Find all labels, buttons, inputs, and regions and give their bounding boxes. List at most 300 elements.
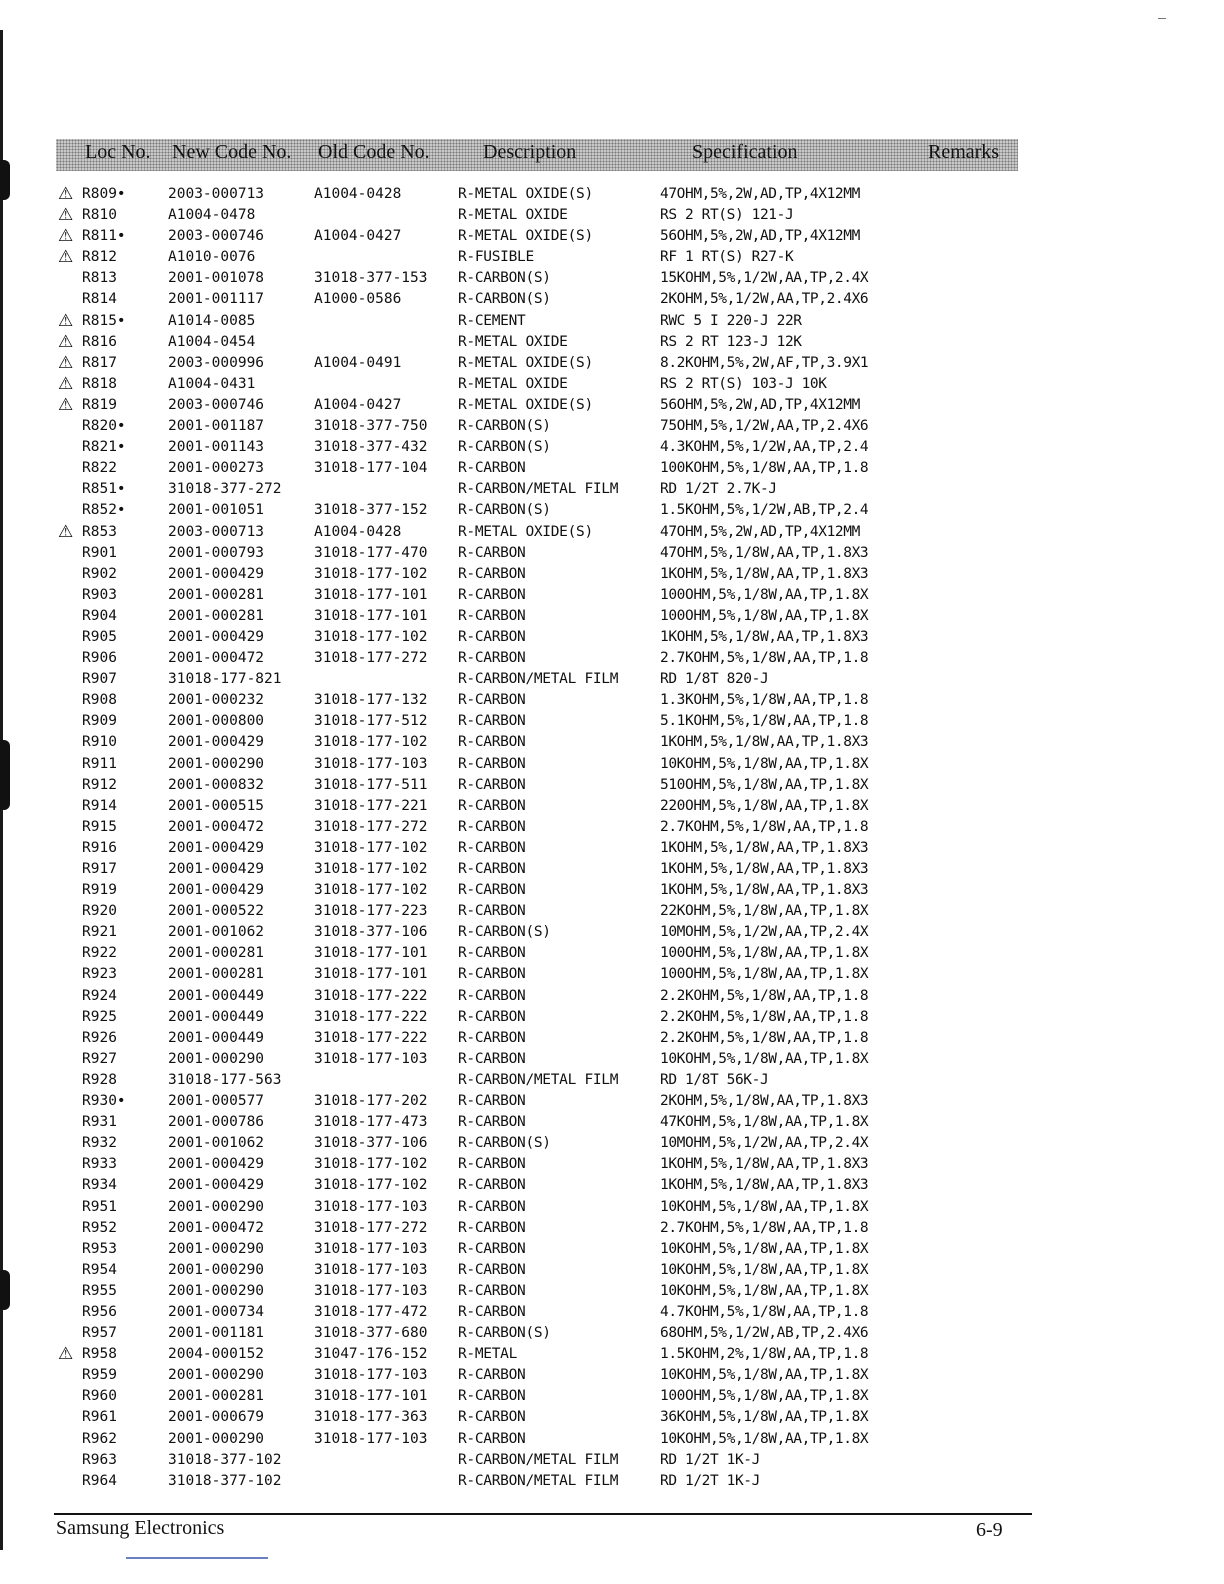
cell-new-code-no: 2003-000746 xyxy=(168,228,265,245)
cell-description: R-CARBON xyxy=(458,650,526,667)
cell-new-code-no: 2001-000429 xyxy=(168,628,265,645)
cell-new-code-no: 2001-001062 xyxy=(168,924,265,941)
cell-new-code-no: 2001-000429 xyxy=(168,1177,265,1194)
table-row xyxy=(0,627,1224,648)
cell-specification: 100OHM,5%,1/8W,AA,TP,1.8X xyxy=(660,1388,869,1405)
cell-description: R-CARBON xyxy=(458,1282,526,1299)
table-row xyxy=(0,353,1224,374)
cell-description: R-CARBON xyxy=(458,755,526,772)
table-row xyxy=(0,1007,1224,1028)
table-row xyxy=(0,1344,1224,1365)
cell-loc-no: R960 xyxy=(82,1388,117,1405)
cell-old-code-no: 31018-177-222 xyxy=(314,987,428,1004)
cell-specification: 220OHM,5%,1/8W,AA,TP,1.8X xyxy=(660,797,869,814)
cell-description: R-METAL OXIDE(S) xyxy=(458,354,593,371)
cell-old-code-no: 31018-177-202 xyxy=(314,1093,428,1110)
cell-loc-no: R820• xyxy=(82,418,126,435)
cell-description: R-CARBON xyxy=(458,1409,526,1426)
cell-new-code-no: 2001-001078 xyxy=(168,270,265,287)
cell-specification: 1KOHM,5%,1/8W,AA,TP,1.8X3 xyxy=(660,1177,869,1194)
cell-description: R-CARBON xyxy=(458,776,526,793)
cell-loc-no: R933 xyxy=(82,1156,117,1173)
safety-warning-icon: ⚠ xyxy=(58,226,74,247)
table-row xyxy=(0,943,1224,964)
cell-loc-no: R926 xyxy=(82,1029,117,1046)
cell-specification: 2KOHM,5%,1/2W,AA,TP,2.4X6 xyxy=(660,291,869,308)
cell-specification: 10KOHM,5%,1/8W,AA,TP,1.8X xyxy=(660,755,869,772)
cell-description: R-METAL OXIDE(S) xyxy=(458,523,593,540)
cell-loc-no: R811• xyxy=(82,228,126,245)
cell-loc-no: R955 xyxy=(82,1282,117,1299)
cell-loc-no: R932 xyxy=(82,1135,117,1152)
cell-description: R-CARBON(S) xyxy=(458,270,551,287)
table-row xyxy=(0,901,1224,922)
cell-specification: 1KOHM,5%,1/8W,AA,TP,1.8X3 xyxy=(660,734,869,751)
cell-loc-no: R819 xyxy=(82,396,117,413)
cell-specification: 8.2KOHM,5%,2W,AF,TP,3.9X1 xyxy=(660,354,869,371)
safety-warning-icon: ⚠ xyxy=(58,205,74,226)
cell-new-code-no: 2001-000290 xyxy=(168,1240,265,1257)
cell-loc-no: R909 xyxy=(82,713,117,730)
cell-specification: RD 1/8T 820-J xyxy=(660,671,769,688)
table-row xyxy=(0,922,1224,943)
footer-link-underline xyxy=(126,1557,268,1559)
cell-new-code-no: 2003-000713 xyxy=(168,523,265,540)
cell-loc-no: R813 xyxy=(82,270,117,287)
cell-description: R-CARBON/METAL FILM xyxy=(458,1071,619,1088)
cell-description: R-METAL OXIDE(S) xyxy=(458,228,593,245)
table-row xyxy=(0,500,1224,521)
table-row xyxy=(0,268,1224,289)
cell-specification: 2KOHM,5%,1/8W,AA,TP,1.8X3 xyxy=(660,1093,869,1110)
cell-old-code-no: 31018-177-103 xyxy=(314,755,428,772)
cell-loc-no: R818 xyxy=(82,375,117,392)
cell-old-code-no: 31018-177-272 xyxy=(314,650,428,667)
cell-specification: 10KOHM,5%,1/8W,AA,TP,1.8X xyxy=(660,1050,869,1067)
cell-specification: 1KOHM,5%,1/8W,AA,TP,1.8X3 xyxy=(660,1156,869,1173)
safety-warning-icon: ⚠ xyxy=(58,331,74,352)
cell-old-code-no: 31018-177-102 xyxy=(314,628,428,645)
cell-specification: 1KOHM,5%,1/8W,AA,TP,1.8X3 xyxy=(660,839,869,856)
cell-specification: 10MOHM,5%,1/2W,AA,TP,2.4X xyxy=(660,924,869,941)
cell-loc-no: R925 xyxy=(82,1008,117,1025)
cell-specification: 75OHM,5%,1/2W,AA,TP,2.4X6 xyxy=(660,418,869,435)
cell-specification: 2.7KOHM,5%,1/8W,AA,TP,1.8 xyxy=(660,818,869,835)
table-row xyxy=(0,247,1224,268)
cell-loc-no: R962 xyxy=(82,1430,117,1447)
cell-loc-no: R952 xyxy=(82,1219,117,1236)
cell-old-code-no: 31018-177-103 xyxy=(314,1050,428,1067)
cell-old-code-no: 31018-177-103 xyxy=(314,1261,428,1278)
cell-loc-no: R904 xyxy=(82,607,117,624)
table-row xyxy=(0,690,1224,711)
cell-old-code-no: A1004-0427 xyxy=(314,228,402,245)
cell-new-code-no: A1004-0478 xyxy=(168,207,256,224)
cell-new-code-no: 31018-177-563 xyxy=(168,1071,282,1088)
cell-new-code-no: A1014-0085 xyxy=(168,312,256,329)
cell-description: R-METAL OXIDE(S) xyxy=(458,186,593,202)
cell-description: R-FUSIBLE xyxy=(458,249,534,266)
scan-mark xyxy=(1158,18,1166,19)
table-row xyxy=(0,1112,1224,1133)
cell-specification: 56OHM,5%,2W,AD,TP,4X12MM xyxy=(660,396,860,413)
cell-description: R-CARBON xyxy=(458,1430,526,1447)
cell-description: R-CARBON xyxy=(458,861,526,877)
table-row xyxy=(0,395,1224,416)
cell-specification: RS 2 RT(S) 121-J xyxy=(660,207,794,224)
cell-specification: 2.2KOHM,5%,1/8W,AA,TP,1.8 xyxy=(660,1008,869,1025)
cell-new-code-no: 2001-001051 xyxy=(168,502,265,519)
cell-loc-no: R906 xyxy=(82,650,117,667)
cell-description: R-CARBON xyxy=(458,1219,526,1236)
header-loc-no: Loc No. xyxy=(85,141,151,163)
cell-description: R-METAL OXIDE(S) xyxy=(458,396,593,413)
cell-new-code-no: 2001-000290 xyxy=(168,1430,265,1447)
header-description: Description xyxy=(483,141,577,163)
cell-loc-no: R956 xyxy=(82,1303,117,1320)
cell-loc-no: R852• xyxy=(82,502,126,519)
table-row xyxy=(0,564,1224,585)
cell-loc-no: R930• xyxy=(82,1093,126,1110)
cell-specification: 2.2KOHM,5%,1/8W,AA,TP,1.8 xyxy=(660,1029,869,1046)
cell-specification: 1KOHM,5%,1/8W,AA,TP,1.8X3 xyxy=(660,861,869,877)
cell-old-code-no: A1004-0427 xyxy=(314,396,402,413)
cell-specification: 10KOHM,5%,1/8W,AA,TP,1.8X xyxy=(660,1240,869,1257)
table-row xyxy=(0,1429,1224,1450)
cell-new-code-no: 2001-001181 xyxy=(168,1325,265,1342)
cell-old-code-no: 31018-177-132 xyxy=(314,692,428,709)
cell-old-code-no: 31018-177-101 xyxy=(314,1388,428,1405)
cell-description: R-CARBON xyxy=(458,628,526,645)
cell-description: R-CARBON xyxy=(458,1114,526,1131)
cell-new-code-no: 2003-000713 xyxy=(168,186,265,202)
cell-new-code-no: 2001-000281 xyxy=(168,945,265,962)
table-row xyxy=(0,732,1224,753)
footer-rule xyxy=(54,1513,1032,1515)
cell-specification: RF 1 RT(S) R27-K xyxy=(660,249,794,266)
table-row xyxy=(0,1028,1224,1049)
cell-loc-no: R853 xyxy=(82,523,117,540)
cell-old-code-no: 31018-177-221 xyxy=(314,797,428,814)
cell-new-code-no: 2001-000290 xyxy=(168,755,265,772)
cell-loc-no: R959 xyxy=(82,1367,117,1384)
cell-new-code-no: A1010-0076 xyxy=(168,249,256,266)
table-row xyxy=(0,1323,1224,1344)
cell-old-code-no: 31018-177-102 xyxy=(314,1156,428,1173)
cell-old-code-no: 31018-177-101 xyxy=(314,945,428,962)
cell-new-code-no: 2001-001117 xyxy=(168,291,265,308)
cell-specification: 68OHM,5%,1/2W,AB,TP,2.4X6 xyxy=(660,1325,869,1342)
cell-specification: 10KOHM,5%,1/8W,AA,TP,1.8X xyxy=(660,1198,869,1215)
table-row xyxy=(0,458,1224,479)
cell-new-code-no: 2001-000522 xyxy=(168,903,265,920)
safety-warning-icon: ⚠ xyxy=(58,352,74,373)
cell-specification: 1.5KOHM,5%,1/2W,AB,TP,2.4 xyxy=(660,502,869,519)
footer-company: Samsung Electronics xyxy=(56,1517,225,1539)
cell-description: R-CARBON xyxy=(458,945,526,962)
cell-description: R-CARBON xyxy=(458,1367,526,1384)
cell-new-code-no: 2001-000577 xyxy=(168,1093,265,1110)
cell-specification: 10MOHM,5%,1/2W,AA,TP,2.4X xyxy=(660,1135,869,1152)
cell-description: R-CARBON/METAL FILM xyxy=(458,1451,619,1468)
cell-new-code-no: 2001-001062 xyxy=(168,1135,265,1152)
cell-old-code-no: 31018-177-472 xyxy=(314,1303,428,1320)
cell-old-code-no: 31018-177-101 xyxy=(314,607,428,624)
cell-new-code-no: 2001-000429 xyxy=(168,1156,265,1173)
cell-description: R-CARBON xyxy=(458,1261,526,1278)
cell-specification: 2.7KOHM,5%,1/8W,AA,TP,1.8 xyxy=(660,1219,869,1236)
table-row xyxy=(0,1091,1224,1112)
cell-loc-no: R931 xyxy=(82,1114,117,1131)
cell-loc-no: R919 xyxy=(82,882,117,899)
cell-old-code-no: 31018-177-511 xyxy=(314,776,428,793)
cell-old-code-no: 31018-177-363 xyxy=(314,1409,428,1426)
cell-description: R-CARBON xyxy=(458,607,526,624)
cell-description: R-CARBON/METAL FILM xyxy=(458,481,619,498)
cell-old-code-no: 31018-177-103 xyxy=(314,1282,428,1299)
table-row xyxy=(0,964,1224,985)
cell-old-code-no: 31018-177-102 xyxy=(314,861,428,877)
cell-specification: 100OHM,5%,1/8W,AA,TP,1.8X xyxy=(660,607,869,624)
cell-loc-no: R907 xyxy=(82,671,117,688)
cell-new-code-no: 2001-000472 xyxy=(168,818,265,835)
table-row xyxy=(0,374,1224,395)
cell-new-code-no: A1004-0431 xyxy=(168,375,256,392)
table-header xyxy=(56,139,1018,171)
cell-loc-no: R908 xyxy=(82,692,117,709)
cell-specification: 47KOHM,5%,1/8W,AA,TP,1.8X xyxy=(660,1114,869,1131)
cell-specification: 100OHM,5%,1/8W,AA,TP,1.8X xyxy=(660,945,869,962)
cell-new-code-no: 2001-000679 xyxy=(168,1409,265,1426)
cell-description: R-CARBON xyxy=(458,1008,526,1025)
cell-specification: 2.2KOHM,5%,1/8W,AA,TP,1.8 xyxy=(660,987,869,1004)
table-row xyxy=(0,775,1224,796)
cell-description: R-METAL OXIDE xyxy=(458,333,568,350)
cell-old-code-no: A1004-0428 xyxy=(314,186,402,202)
cell-old-code-no: 31018-377-106 xyxy=(314,924,428,941)
table-row xyxy=(0,311,1224,332)
cell-specification: 22KOHM,5%,1/8W,AA,TP,1.8X xyxy=(660,903,869,920)
cell-description: R-CARBON xyxy=(458,1050,526,1067)
cell-new-code-no: 2001-000273 xyxy=(168,460,265,477)
table-row xyxy=(0,1175,1224,1196)
cell-new-code-no: 2001-000472 xyxy=(168,650,265,667)
cell-old-code-no: 31018-377-152 xyxy=(314,502,428,519)
cell-loc-no: R821• xyxy=(82,439,126,456)
cell-new-code-no: 2003-000746 xyxy=(168,396,265,413)
table-row xyxy=(0,416,1224,437)
safety-warning-icon: ⚠ xyxy=(58,184,74,204)
cell-description: R-CARBON(S) xyxy=(458,418,551,435)
safety-warning-icon: ⚠ xyxy=(58,1344,74,1365)
table-row xyxy=(0,606,1224,627)
cell-new-code-no: 2001-000429 xyxy=(168,882,265,899)
table-row xyxy=(0,838,1224,859)
cell-specification: 47OHM,5%,2W,AD,TP,4X12MM xyxy=(660,186,860,202)
cell-old-code-no: 31018-177-272 xyxy=(314,818,428,835)
cell-old-code-no: 31018-177-103 xyxy=(314,1240,428,1257)
cell-specification: 1KOHM,5%,1/8W,AA,TP,1.8X3 xyxy=(660,882,869,899)
cell-description: R-CARBON(S) xyxy=(458,502,551,519)
cell-loc-no: R924 xyxy=(82,987,117,1004)
cell-new-code-no: 31018-377-272 xyxy=(168,481,282,498)
cell-loc-no: R912 xyxy=(82,776,117,793)
table-row xyxy=(0,1450,1224,1471)
table-row xyxy=(0,226,1224,247)
cell-old-code-no: 31018-177-470 xyxy=(314,544,428,561)
cell-loc-no: R901 xyxy=(82,544,117,561)
cell-description: R-METAL OXIDE xyxy=(458,375,568,392)
cell-new-code-no: 2001-000800 xyxy=(168,713,265,730)
cell-old-code-no: A1004-0491 xyxy=(314,354,402,371)
cell-new-code-no: 2001-001187 xyxy=(168,418,265,435)
cell-specification: 1.5KOHM,2%,1/8W,AA,TP,1.8 xyxy=(660,1346,869,1363)
cell-description: R-CARBON xyxy=(458,1029,526,1046)
cell-new-code-no: 2001-000290 xyxy=(168,1198,265,1215)
cell-old-code-no: 31018-177-102 xyxy=(314,839,428,856)
cell-old-code-no: 31018-377-432 xyxy=(314,439,428,456)
cell-old-code-no: 31018-177-102 xyxy=(314,734,428,751)
cell-loc-no: R817 xyxy=(82,354,117,371)
cell-specification: 100OHM,5%,1/8W,AA,TP,1.8X xyxy=(660,966,869,983)
cell-specification: RS 2 RT 123-J 12K xyxy=(660,333,802,350)
cell-specification: RD 1/2T 2.7K-J xyxy=(660,481,777,498)
cell-loc-no: R903 xyxy=(82,586,117,603)
safety-warning-icon: ⚠ xyxy=(58,247,74,268)
cell-loc-no: R964 xyxy=(82,1472,117,1489)
cell-loc-no: R953 xyxy=(82,1240,117,1257)
cell-description: R-CARBON xyxy=(458,987,526,1004)
table-row xyxy=(0,437,1224,458)
table-row xyxy=(0,585,1224,606)
cell-description: R-CARBON xyxy=(458,1156,526,1173)
table-row xyxy=(0,669,1224,690)
cell-new-code-no: 2001-000449 xyxy=(168,1008,265,1025)
cell-new-code-no: 2001-000734 xyxy=(168,1303,265,1320)
cell-specification: 10KOHM,5%,1/8W,AA,TP,1.8X xyxy=(660,1430,869,1447)
cell-specification: 4.3KOHM,5%,1/2W,AA,TP,2.4 xyxy=(660,439,869,456)
cell-new-code-no: 2001-000281 xyxy=(168,966,265,983)
cell-loc-no: R958 xyxy=(82,1346,117,1363)
table-row xyxy=(0,332,1224,353)
table-row xyxy=(0,711,1224,732)
cell-loc-no: R851• xyxy=(82,481,126,498)
cell-description: R-CARBON xyxy=(458,903,526,920)
cell-specification: 47OHM,5%,1/8W,AA,TP,1.8X3 xyxy=(660,544,869,561)
cell-old-code-no: 31018-377-153 xyxy=(314,270,428,287)
cell-loc-no: R951 xyxy=(82,1198,117,1215)
cell-specification: 510OHM,5%,1/8W,AA,TP,1.8X xyxy=(660,776,869,793)
cell-description: R-CARBON/METAL FILM xyxy=(458,671,619,688)
cell-new-code-no: 2001-000232 xyxy=(168,692,265,709)
cell-new-code-no: 31018-377-102 xyxy=(168,1472,282,1489)
safety-warning-icon: ⚠ xyxy=(58,373,74,394)
cell-loc-no: R812 xyxy=(82,249,117,266)
cell-new-code-no: 2001-000290 xyxy=(168,1367,265,1384)
header-remarks: Remarks xyxy=(928,141,1000,163)
cell-new-code-no: 2001-000281 xyxy=(168,607,265,624)
table-row xyxy=(0,1049,1224,1070)
cell-description: R-CEMENT xyxy=(458,312,526,329)
cell-loc-no: R923 xyxy=(82,966,117,983)
table-row xyxy=(0,986,1224,1007)
cell-specification: 10KOHM,5%,1/8W,AA,TP,1.8X xyxy=(660,1261,869,1278)
cell-loc-no: R911 xyxy=(82,755,117,772)
cell-specification: RWC 5 I 220-J 22R xyxy=(660,312,802,329)
cell-loc-no: R920 xyxy=(82,903,117,920)
cell-description: R-CARBON xyxy=(458,1198,526,1215)
cell-old-code-no: 31018-177-102 xyxy=(314,882,428,899)
cell-new-code-no: 2001-000793 xyxy=(168,544,265,561)
cell-loc-no: R809• xyxy=(82,186,126,202)
cell-old-code-no: 31047-176-152 xyxy=(314,1346,428,1363)
cell-description: R-CARBON xyxy=(458,1303,526,1320)
cell-old-code-no: 31018-177-103 xyxy=(314,1367,428,1384)
table-row xyxy=(0,796,1224,817)
table-row xyxy=(0,1197,1224,1218)
cell-new-code-no: 2001-000449 xyxy=(168,1029,265,1046)
cell-old-code-no: 31018-177-473 xyxy=(314,1114,428,1131)
cell-specification: 2.7KOHM,5%,1/8W,AA,TP,1.8 xyxy=(660,650,869,667)
table-row xyxy=(0,1281,1224,1302)
cell-description: R-CARBON(S) xyxy=(458,924,551,941)
cell-new-code-no: 31018-177-821 xyxy=(168,671,282,688)
table-row xyxy=(0,1260,1224,1281)
cell-new-code-no: 2001-000515 xyxy=(168,797,265,814)
cell-description: R-CARBON xyxy=(458,692,526,709)
cell-new-code-no: 2001-000281 xyxy=(168,586,265,603)
cell-old-code-no: 31018-177-222 xyxy=(314,1008,428,1025)
cell-specification: 100OHM,5%,1/8W,AA,TP,1.8X xyxy=(660,586,869,603)
cell-old-code-no: 31018-177-104 xyxy=(314,460,428,477)
table-row xyxy=(0,817,1224,838)
cell-new-code-no: 2001-000449 xyxy=(168,987,265,1004)
cell-loc-no: R917 xyxy=(82,861,117,877)
cell-old-code-no: 31018-177-223 xyxy=(314,903,428,920)
cell-old-code-no: 31018-177-103 xyxy=(314,1198,428,1215)
cell-specification: RD 1/2T 1K-J xyxy=(660,1451,760,1468)
cell-new-code-no: 2001-000290 xyxy=(168,1050,265,1067)
table-row xyxy=(0,880,1224,901)
cell-old-code-no: 31018-177-272 xyxy=(314,1219,428,1236)
cell-new-code-no: 2001-000290 xyxy=(168,1261,265,1278)
table-row xyxy=(0,205,1224,226)
cell-specification: 4.7KOHM,5%,1/8W,AA,TP,1.8 xyxy=(660,1303,869,1320)
cell-loc-no: R922 xyxy=(82,945,117,962)
header-specification: Specification xyxy=(692,141,798,163)
cell-loc-no: R963 xyxy=(82,1451,117,1468)
cell-new-code-no: 31018-377-102 xyxy=(168,1451,282,1468)
table-row xyxy=(0,1302,1224,1323)
cell-old-code-no: 31018-177-102 xyxy=(314,1177,428,1194)
cell-specification: RD 1/2T 1K-J xyxy=(660,1472,760,1489)
cell-loc-no: R815• xyxy=(82,312,126,329)
cell-specification: 100KOHM,5%,1/8W,AA,TP,1.8 xyxy=(660,460,869,477)
parts-table-body xyxy=(0,184,1224,1492)
safety-warning-icon: ⚠ xyxy=(58,310,74,331)
table-row xyxy=(0,543,1224,564)
cell-new-code-no: 2001-000832 xyxy=(168,776,265,793)
cell-new-code-no: 2001-000786 xyxy=(168,1114,265,1131)
cell-loc-no: R822 xyxy=(82,460,117,477)
cell-description: R-CARBON xyxy=(458,565,526,582)
table-row xyxy=(0,1386,1224,1407)
cell-description: R-CARBON xyxy=(458,839,526,856)
cell-old-code-no: A1000-0586 xyxy=(314,291,402,308)
table-row xyxy=(0,479,1224,500)
cell-old-code-no: 31018-177-102 xyxy=(314,565,428,582)
cell-loc-no: R905 xyxy=(82,628,117,645)
